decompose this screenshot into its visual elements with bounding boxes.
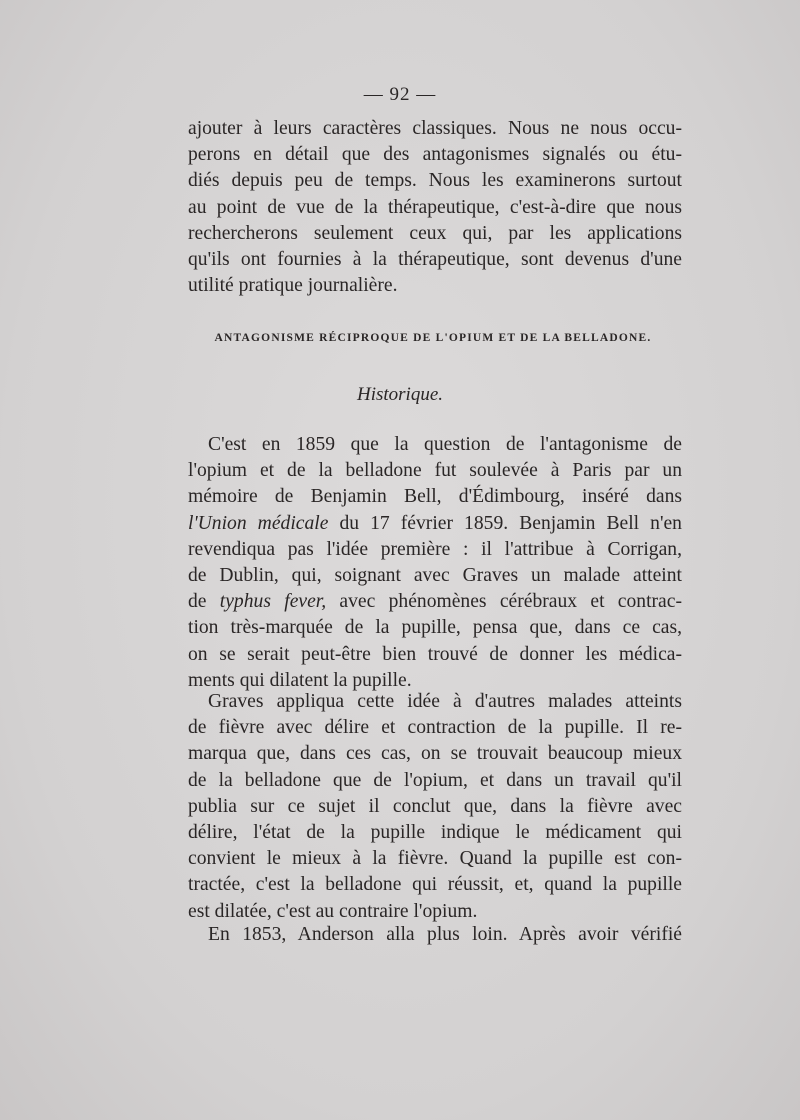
- text-line: diés depuis peu de temps. Nous les examinerons surtout: [188, 170, 682, 192]
- text-line: de fièvre avec délire et contraction de la pupille. Il re-: [188, 717, 682, 739]
- text-line: l'opium et de la belladone fut soulevée à Paris par un: [188, 460, 682, 482]
- text-line: utilité pratique journalière.: [188, 275, 398, 297]
- text-line: délire, l'état de la pupille indique le médicament qui: [188, 821, 682, 843]
- text-line: C'est en 1859 que la question de l'antagonisme de: [208, 434, 682, 455]
- subheading: Historique.: [356, 384, 444, 405]
- text-line: revendiqua pas l'idée première : il l'attribue à Corrigan,: [188, 538, 682, 560]
- text-line: est dilatée, c'est au contraire l'opium.: [188, 900, 478, 922]
- text-line: En 1853, Anderson alla plus loin. Après avoir vérifié: [208, 924, 682, 945]
- page-number: — 92 —: [363, 84, 437, 105]
- text-line: publia sur ce sujet il conclut que, dans la fièvre avec: [188, 795, 682, 817]
- text-line: qu'ils ont fournies à la thérapeutique, sont devenus d'une: [188, 248, 682, 270]
- text-line: mémoire de Benjamin Bell, d'Édimbourg, inséré dans: [188, 486, 682, 508]
- text-line: ajouter à leurs caractères classiques. Nous ne nous occu-: [188, 118, 682, 139]
- text-line: Graves appliqua cette idée à d'autres malades atteints: [208, 691, 682, 712]
- text-line: tractée, c'est la belladone qui réussit, et, quand la pupille: [188, 874, 682, 896]
- text-line: ments qui dilatent la pupille.: [188, 669, 412, 691]
- text-line: convient le mieux à la fièvre. Quand la pupille est con-: [188, 848, 682, 870]
- text-line: de la belladone que de l'opium, et dans un travail qu'il: [188, 769, 682, 791]
- text-line: marqua que, dans ces cas, on se trouvait beaucoup mieux: [188, 743, 682, 765]
- paragraph-graves: [188, 689, 682, 925]
- text-line: perons en détail que des antagonismes signalés ou étu-: [188, 144, 682, 166]
- italic-disease-name: typhus fever,: [219, 591, 327, 613]
- text-line: [188, 589, 682, 615]
- paragraph-intro: [188, 116, 682, 299]
- text-line: tion très-marquée de la pupille, pensa que, dans ce cas,: [188, 617, 682, 639]
- text-line: on se serait peut-être bien trouvé de donner les médica-: [188, 643, 682, 665]
- text-segment: avec phénomènes cérébraux et contrac-: [326, 591, 682, 613]
- paragraph-history: [188, 432, 682, 694]
- text-segment: du 17 février 1859. Benjamin Bell n'en: [328, 512, 682, 534]
- text-segment: de: [188, 591, 220, 613]
- text-line: au point de vue de la thérapeutique, c'est-à-dire que nous: [188, 196, 682, 218]
- paragraph-anderson: [188, 922, 682, 948]
- text-line: [188, 511, 682, 537]
- text-line: de Dublin, qui, soignant avec Graves un malade atteint: [188, 564, 682, 586]
- section-title: ANTAGONISME RÉCIPROQUE DE L'OPIUM ET DE LA BELLADONE.: [214, 332, 652, 344]
- text-line: rechercherons seulement ceux qui, par les applications: [188, 222, 682, 244]
- italic-journal-title: l'Union médicale: [188, 512, 329, 534]
